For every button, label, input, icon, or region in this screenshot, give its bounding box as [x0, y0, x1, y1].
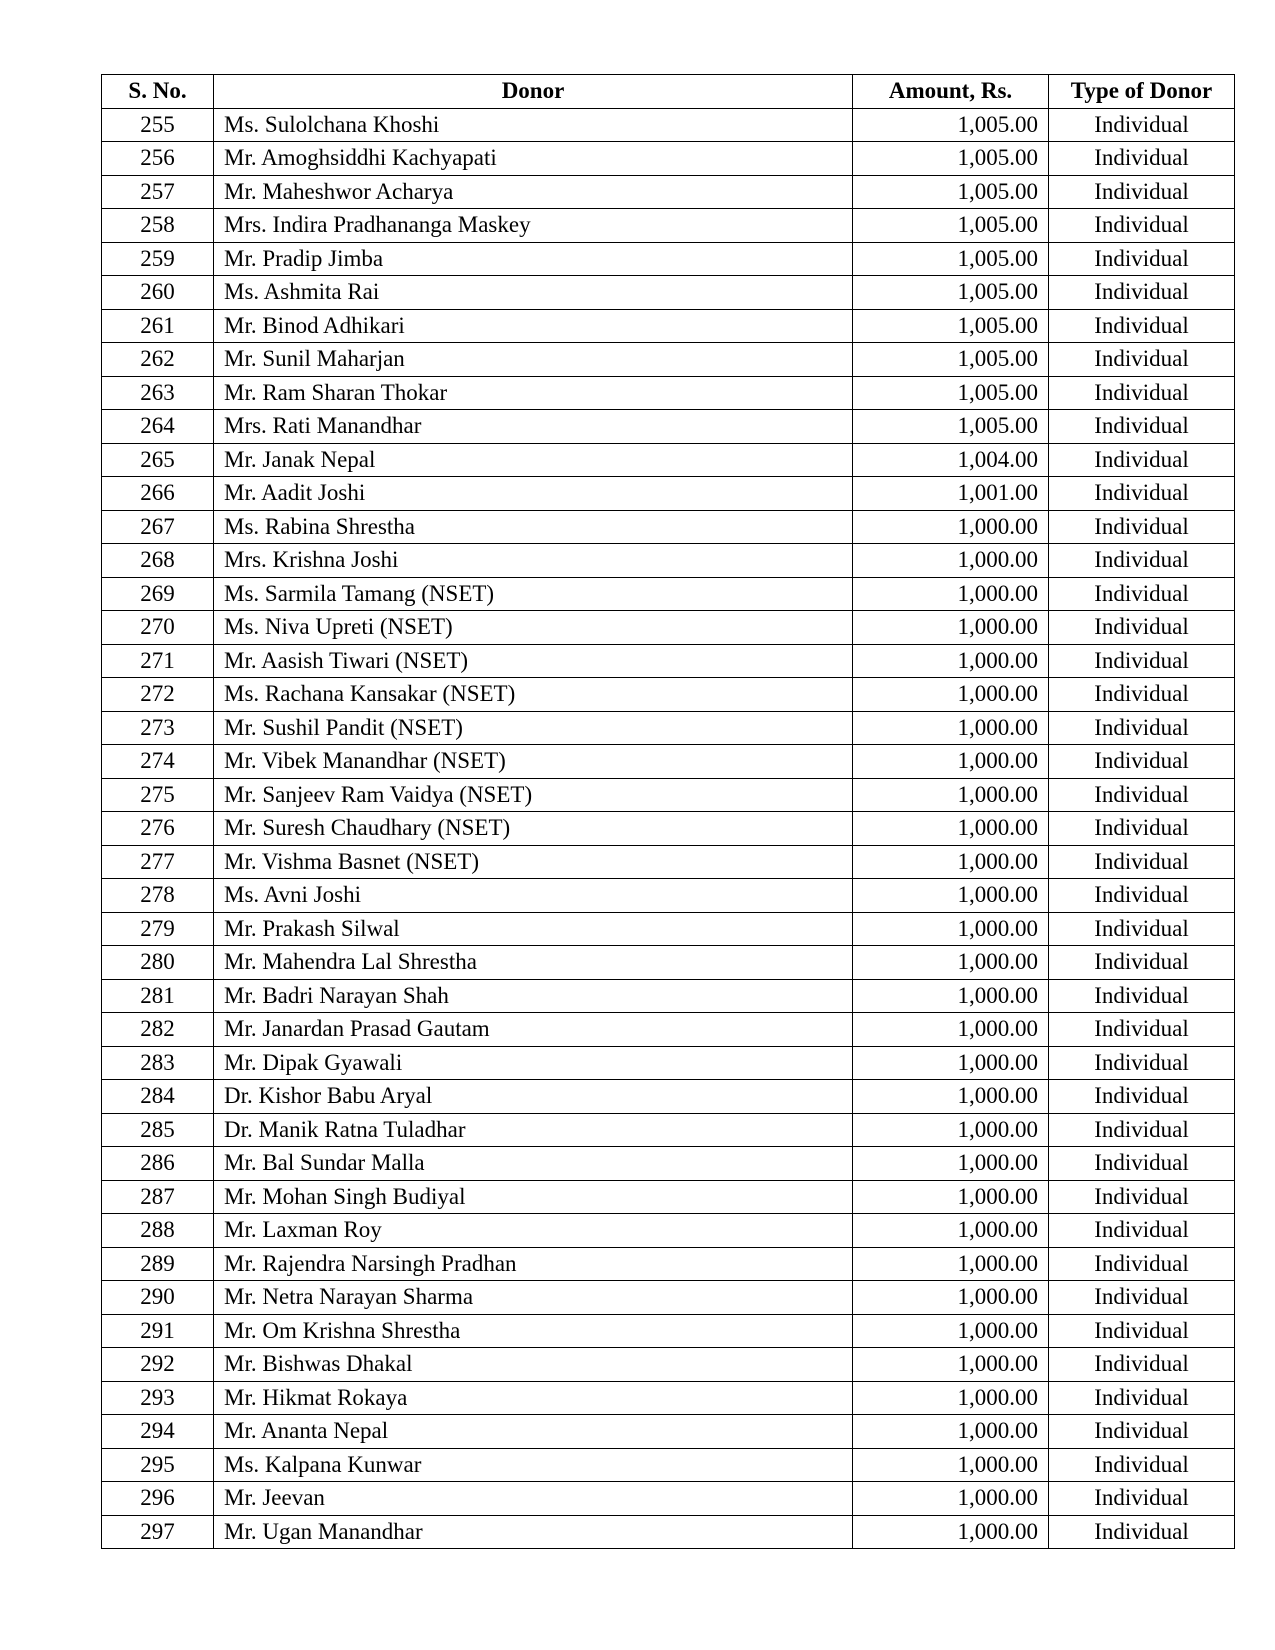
cell-type: Individual: [1049, 711, 1235, 745]
cell-type: Individual: [1049, 644, 1235, 678]
cell-donor: Mr. Prakash Silwal: [214, 912, 853, 946]
cell-amount: 1,000.00: [853, 577, 1049, 611]
table-row: [102, 1180, 1235, 1214]
table-row: [102, 1482, 1235, 1516]
cell-sno: 268: [102, 544, 214, 578]
table-row: [102, 678, 1235, 712]
cell-sno: 284: [102, 1080, 214, 1114]
cell-donor: Mr. Jeevan: [214, 1482, 853, 1516]
table-row: [102, 1214, 1235, 1248]
cell-type: Individual: [1049, 175, 1235, 209]
header-type: Type of Donor: [1049, 75, 1235, 109]
cell-donor: Ms. Kalpana Kunwar: [214, 1448, 853, 1482]
cell-donor: Mr. Bishwas Dhakal: [214, 1348, 853, 1382]
cell-amount: 1,000.00: [853, 1013, 1049, 1047]
cell-type: Individual: [1049, 477, 1235, 511]
cell-donor: Ms. Rabina Shrestha: [214, 510, 853, 544]
cell-type: Individual: [1049, 1147, 1235, 1181]
cell-sno: 297: [102, 1515, 214, 1549]
table-row: [102, 778, 1235, 812]
cell-donor: Ms. Rachana Kansakar (NSET): [214, 678, 853, 712]
table-row: [102, 343, 1235, 377]
cell-type: Individual: [1049, 845, 1235, 879]
cell-amount: 1,004.00: [853, 443, 1049, 477]
table-row: [102, 1147, 1235, 1181]
cell-amount: 1,000.00: [853, 611, 1049, 645]
table-row: [102, 577, 1235, 611]
cell-donor: Mr. Janak Nepal: [214, 443, 853, 477]
table-row: [102, 1381, 1235, 1415]
cell-donor: Mr. Sanjeev Ram Vaidya (NSET): [214, 778, 853, 812]
table-row: [102, 544, 1235, 578]
table-row: [102, 745, 1235, 779]
cell-type: Individual: [1049, 376, 1235, 410]
table-row: [102, 1013, 1235, 1047]
table-row: [102, 812, 1235, 846]
cell-donor: Mr. Rajendra Narsingh Pradhan: [214, 1247, 853, 1281]
cell-sno: 272: [102, 678, 214, 712]
cell-sno: 283: [102, 1046, 214, 1080]
cell-type: Individual: [1049, 1415, 1235, 1449]
cell-amount: 1,005.00: [853, 175, 1049, 209]
cell-amount: 1,000.00: [853, 1113, 1049, 1147]
cell-type: Individual: [1049, 1013, 1235, 1047]
cell-amount: 1,000.00: [853, 544, 1049, 578]
cell-amount: 1,000.00: [853, 1381, 1049, 1415]
cell-sno: 288: [102, 1214, 214, 1248]
cell-amount: 1,005.00: [853, 142, 1049, 176]
cell-amount: 1,000.00: [853, 845, 1049, 879]
cell-donor: Mr. Janardan Prasad Gautam: [214, 1013, 853, 1047]
cell-donor: Mr. Badri Narayan Shah: [214, 979, 853, 1013]
table-row: [102, 1415, 1235, 1449]
cell-amount: 1,005.00: [853, 376, 1049, 410]
cell-type: Individual: [1049, 510, 1235, 544]
table-row: [102, 510, 1235, 544]
table-row: [102, 242, 1235, 276]
cell-amount: 1,005.00: [853, 410, 1049, 444]
cell-donor: Mr. Ram Sharan Thokar: [214, 376, 853, 410]
cell-sno: 280: [102, 946, 214, 980]
cell-sno: 277: [102, 845, 214, 879]
table-row: [102, 1348, 1235, 1382]
cell-donor: Mr. Bal Sundar Malla: [214, 1147, 853, 1181]
cell-sno: 260: [102, 276, 214, 310]
table-row: [102, 711, 1235, 745]
table-row: [102, 1448, 1235, 1482]
cell-amount: 1,005.00: [853, 108, 1049, 142]
cell-type: Individual: [1049, 276, 1235, 310]
header-sno: S. No.: [102, 75, 214, 109]
cell-type: Individual: [1049, 1281, 1235, 1315]
cell-amount: 1,000.00: [853, 1180, 1049, 1214]
cell-amount: 1,000.00: [853, 1281, 1049, 1315]
cell-type: Individual: [1049, 142, 1235, 176]
table-row: [102, 946, 1235, 980]
table-header-row: [102, 75, 1235, 109]
cell-type: Individual: [1049, 242, 1235, 276]
cell-sno: 255: [102, 108, 214, 142]
table-row: [102, 142, 1235, 176]
cell-donor: Mr. Maheshwor Acharya: [214, 175, 853, 209]
cell-sno: 256: [102, 142, 214, 176]
cell-donor: Mrs. Indira Pradhananga Maskey: [214, 209, 853, 243]
cell-type: Individual: [1049, 912, 1235, 946]
cell-donor: Mr. Hikmat Rokaya: [214, 1381, 853, 1415]
cell-sno: 261: [102, 309, 214, 343]
cell-type: Individual: [1049, 1113, 1235, 1147]
cell-type: Individual: [1049, 108, 1235, 142]
table-row: [102, 644, 1235, 678]
cell-type: Individual: [1049, 443, 1235, 477]
cell-amount: 1,000.00: [853, 510, 1049, 544]
table-row: [102, 410, 1235, 444]
table-row: [102, 175, 1235, 209]
cell-donor: Mr. Suresh Chaudhary (NSET): [214, 812, 853, 846]
cell-sno: 291: [102, 1314, 214, 1348]
cell-sno: 279: [102, 912, 214, 946]
cell-amount: 1,000.00: [853, 1214, 1049, 1248]
cell-type: Individual: [1049, 343, 1235, 377]
cell-sno: 289: [102, 1247, 214, 1281]
cell-type: Individual: [1049, 979, 1235, 1013]
cell-amount: 1,005.00: [853, 242, 1049, 276]
cell-amount: 1,000.00: [853, 711, 1049, 745]
cell-amount: 1,000.00: [853, 1080, 1049, 1114]
cell-sno: 295: [102, 1448, 214, 1482]
cell-type: Individual: [1049, 778, 1235, 812]
cell-donor: Mr. Netra Narayan Sharma: [214, 1281, 853, 1315]
cell-amount: 1,000.00: [853, 1147, 1049, 1181]
cell-sno: 281: [102, 979, 214, 1013]
cell-donor: Mrs. Krishna Joshi: [214, 544, 853, 578]
cell-sno: 278: [102, 879, 214, 913]
cell-sno: 296: [102, 1482, 214, 1516]
table-row: [102, 1046, 1235, 1080]
cell-donor: Mr. Dipak Gyawali: [214, 1046, 853, 1080]
cell-sno: 259: [102, 242, 214, 276]
cell-sno: 257: [102, 175, 214, 209]
cell-donor: Mr. Pradip Jimba: [214, 242, 853, 276]
table-row: [102, 1113, 1235, 1147]
cell-amount: 1,000.00: [853, 1515, 1049, 1549]
cell-sno: 275: [102, 778, 214, 812]
cell-amount: 1,000.00: [853, 912, 1049, 946]
cell-sno: 263: [102, 376, 214, 410]
cell-sno: 285: [102, 1113, 214, 1147]
cell-type: Individual: [1049, 946, 1235, 980]
cell-donor: Dr. Kishor Babu Aryal: [214, 1080, 853, 1114]
table-row: [102, 1314, 1235, 1348]
cell-amount: 1,005.00: [853, 343, 1049, 377]
cell-type: Individual: [1049, 678, 1235, 712]
cell-type: Individual: [1049, 209, 1235, 243]
cell-type: Individual: [1049, 1314, 1235, 1348]
cell-donor: Mr. Ugan Manandhar: [214, 1515, 853, 1549]
cell-type: Individual: [1049, 1482, 1235, 1516]
cell-amount: 1,005.00: [853, 309, 1049, 343]
cell-amount: 1,000.00: [853, 812, 1049, 846]
cell-amount: 1,000.00: [853, 1448, 1049, 1482]
cell-amount: 1,000.00: [853, 979, 1049, 1013]
cell-type: Individual: [1049, 1247, 1235, 1281]
cell-sno: 271: [102, 644, 214, 678]
cell-sno: 292: [102, 1348, 214, 1382]
cell-donor: Mr. Sushil Pandit (NSET): [214, 711, 853, 745]
cell-amount: 1,000.00: [853, 1046, 1049, 1080]
cell-type: Individual: [1049, 745, 1235, 779]
cell-sno: 262: [102, 343, 214, 377]
cell-amount: 1,000.00: [853, 644, 1049, 678]
table-row: [102, 912, 1235, 946]
cell-amount: 1,005.00: [853, 276, 1049, 310]
table-row: [102, 477, 1235, 511]
cell-amount: 1,000.00: [853, 678, 1049, 712]
cell-donor: Mr. Ananta Nepal: [214, 1415, 853, 1449]
cell-donor: Mr. Laxman Roy: [214, 1214, 853, 1248]
cell-sno: 294: [102, 1415, 214, 1449]
table-row: [102, 443, 1235, 477]
cell-donor: Ms. Sulolchana Khoshi: [214, 108, 853, 142]
cell-sno: 293: [102, 1381, 214, 1415]
header-donor: Donor: [214, 75, 853, 109]
table-row: [102, 845, 1235, 879]
table-row: [102, 376, 1235, 410]
cell-type: Individual: [1049, 611, 1235, 645]
table-row: [102, 1281, 1235, 1315]
cell-donor: Mr. Vibek Manandhar (NSET): [214, 745, 853, 779]
cell-type: Individual: [1049, 1448, 1235, 1482]
cell-sno: 290: [102, 1281, 214, 1315]
cell-sno: 258: [102, 209, 214, 243]
cell-sno: 265: [102, 443, 214, 477]
cell-type: Individual: [1049, 544, 1235, 578]
table-row: [102, 1515, 1235, 1549]
cell-donor: Ms. Avni Joshi: [214, 879, 853, 913]
cell-donor: Mrs. Rati Manandhar: [214, 410, 853, 444]
table-row: [102, 1080, 1235, 1114]
table-row: [102, 108, 1235, 142]
cell-donor: Mr. Om Krishna Shrestha: [214, 1314, 853, 1348]
cell-sno: 276: [102, 812, 214, 846]
cell-sno: 282: [102, 1013, 214, 1047]
cell-type: Individual: [1049, 879, 1235, 913]
table-row: [102, 309, 1235, 343]
table-row: [102, 879, 1235, 913]
cell-type: Individual: [1049, 309, 1235, 343]
cell-type: Individual: [1049, 812, 1235, 846]
cell-donor: Mr. Vishma Basnet (NSET): [214, 845, 853, 879]
cell-sno: 267: [102, 510, 214, 544]
cell-sno: 266: [102, 477, 214, 511]
table-row: [102, 276, 1235, 310]
cell-donor: Mr. Mohan Singh Budiyal: [214, 1180, 853, 1214]
cell-sno: 269: [102, 577, 214, 611]
cell-amount: 1,000.00: [853, 745, 1049, 779]
cell-amount: 1,005.00: [853, 209, 1049, 243]
cell-type: Individual: [1049, 1080, 1235, 1114]
cell-donor: Ms. Niva Upreti (NSET): [214, 611, 853, 645]
cell-sno: 286: [102, 1147, 214, 1181]
cell-type: Individual: [1049, 1214, 1235, 1248]
cell-sno: 287: [102, 1180, 214, 1214]
donor-table: [101, 74, 1235, 1549]
cell-amount: 1,000.00: [853, 1247, 1049, 1281]
table-row: [102, 611, 1235, 645]
cell-sno: 270: [102, 611, 214, 645]
cell-amount: 1,000.00: [853, 1314, 1049, 1348]
header-amount: Amount, Rs.: [853, 75, 1049, 109]
cell-type: Individual: [1049, 1046, 1235, 1080]
cell-donor: Mr. Binod Adhikari: [214, 309, 853, 343]
cell-type: Individual: [1049, 410, 1235, 444]
cell-amount: 1,001.00: [853, 477, 1049, 511]
cell-type: Individual: [1049, 1348, 1235, 1382]
cell-sno: 273: [102, 711, 214, 745]
cell-donor: Dr. Manik Ratna Tuladhar: [214, 1113, 853, 1147]
cell-amount: 1,000.00: [853, 1348, 1049, 1382]
table-body: [102, 108, 1235, 1549]
cell-donor: Mr. Sunil Maharjan: [214, 343, 853, 377]
cell-donor: Mr. Mahendra Lal Shrestha: [214, 946, 853, 980]
table-row: [102, 979, 1235, 1013]
cell-donor: Ms. Sarmila Tamang (NSET): [214, 577, 853, 611]
cell-amount: 1,000.00: [853, 778, 1049, 812]
table-row: [102, 209, 1235, 243]
cell-amount: 1,000.00: [853, 1482, 1049, 1516]
cell-sno: 274: [102, 745, 214, 779]
table-row: [102, 1247, 1235, 1281]
cell-amount: 1,000.00: [853, 946, 1049, 980]
cell-amount: 1,000.00: [853, 1415, 1049, 1449]
cell-type: Individual: [1049, 1515, 1235, 1549]
cell-donor: Ms. Ashmita Rai: [214, 276, 853, 310]
cell-amount: 1,000.00: [853, 879, 1049, 913]
cell-donor: Mr. Amoghsiddhi Kachyapati: [214, 142, 853, 176]
cell-type: Individual: [1049, 1180, 1235, 1214]
cell-sno: 264: [102, 410, 214, 444]
cell-donor: Mr. Aasish Tiwari (NSET): [214, 644, 853, 678]
cell-type: Individual: [1049, 1381, 1235, 1415]
cell-type: Individual: [1049, 577, 1235, 611]
cell-donor: Mr. Aadit Joshi: [214, 477, 853, 511]
